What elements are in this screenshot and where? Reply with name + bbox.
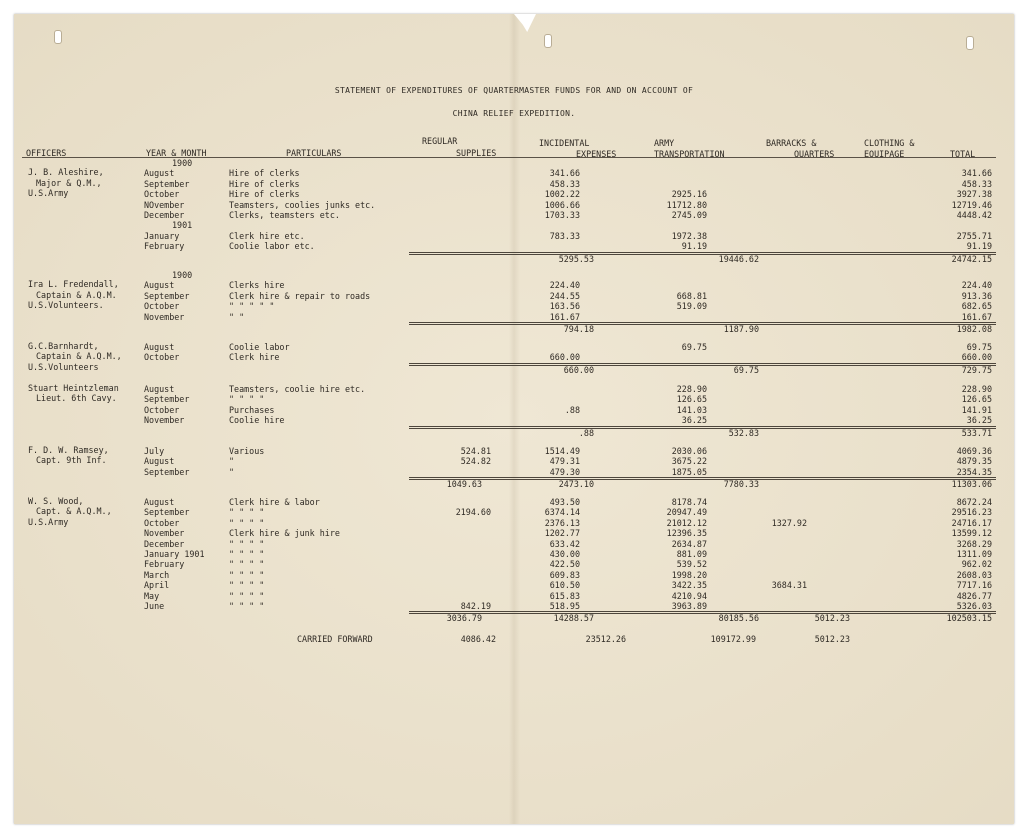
document-subtitle: CHINA RELIEF EXPEDITION. [452,109,576,118]
month-label: August [144,384,175,394]
army-transportation-value: 141.03 [676,404,707,415]
incidental-expenses-value: 422.50 [549,559,580,570]
army-transportation-value: 1972.38 [671,230,707,241]
subtotal-regular: 1049.63 [446,479,482,490]
particulars-text: " " " " [229,507,265,518]
row-total-value: 224.40 [961,280,992,291]
officer-name-line: Captain & A.Q.M. [36,289,117,300]
rule-line [22,157,996,158]
army-transportation-value: 8178.74 [671,497,707,507]
particulars-text: " " " " " [229,301,275,312]
incidental-expenses-value: 518.95 [549,601,580,611]
header-transportation: TRANSPORTATION [654,149,725,159]
subtotal-incidental: 660.00 [563,364,594,375]
row-total-value: 3268.29 [956,538,992,549]
incidental-expenses-value: 6374.14 [544,507,580,518]
month-label: September [144,290,190,301]
row-total-value: 126.65 [961,394,992,405]
incidental-expenses-value: 161.67 [549,311,580,322]
header-officers: OFFICERS [26,148,67,158]
particulars-text: Teamsters, coolie hire etc. [229,384,366,394]
header-quarters: QUARTERS [794,149,835,159]
month-label: September [144,507,190,518]
header-supplies: SUPPLIES [456,148,497,158]
subtotal-army: 80185.56 [718,613,759,624]
incidental-expenses-value: 224.40 [549,280,580,291]
incidental-expenses-value: 341.66 [549,168,580,179]
month-label: February [144,241,185,252]
row-total-value: 29516.23 [951,507,992,518]
header-expenses: EXPENSES [576,149,617,159]
incidental-expenses-value: 1002.22 [544,189,580,200]
punch-hole [544,34,552,48]
year-label: 1900 [172,158,193,168]
incidental-expenses-value: 1514.49 [544,446,580,456]
row-total-value: 12719.46 [951,199,992,210]
subtotal-army: 69.75 [733,364,759,375]
month-label: March [144,569,170,580]
row-total-value: 913.36 [961,290,992,301]
incidental-expenses-value: 609.83 [549,569,580,580]
row-total-value: 660.00 [961,352,992,363]
month-label: October [144,189,180,200]
month-label: October [144,517,180,528]
rule-line [409,363,996,366]
army-transportation-value: 12396.35 [666,528,707,539]
month-label: December [144,210,185,220]
particulars-text: Purchases [229,404,275,415]
header-equipage: EQUIPAGE [864,149,905,159]
month-label: October [144,301,180,312]
army-transportation-value: 21012.12 [666,517,707,528]
regular-supplies-value: 2194.60 [455,507,491,518]
subtotal-regular: 3036.79 [446,613,482,624]
subtotal-army: 7780.33 [723,479,759,490]
month-label: April [144,580,170,591]
month-label: September [144,466,190,477]
month-label: NOvember [144,199,185,210]
subtotal-incidental: 2473.10 [558,479,594,490]
year-label: 1900 [172,270,193,280]
army-transportation-value: 668.81 [676,290,707,301]
regular-supplies-value: 524.81 [460,446,491,456]
army-transportation-value: 1998.20 [671,569,707,580]
incidental-expenses-value: 479.30 [549,466,580,477]
particulars-text: " " " " [229,590,265,601]
incidental-expenses-value: 163.56 [549,301,580,312]
army-transportation-value: 2030.06 [671,446,707,456]
officer-name-line: Lieut. 6th Cavy. [36,393,117,404]
officer-name-line: Capt. & A.Q.M., [36,506,112,517]
header-particulars: PARTICULARS [286,148,342,158]
header-year-month: YEAR & MONTH [146,148,207,158]
row-total-value: 2755.71 [956,230,992,241]
row-total-value: 5326.03 [956,601,992,611]
particulars-text: Hire of clerks [229,189,300,200]
carried-forward-regular: 4086.42 [460,634,496,644]
row-total-value: 2608.03 [956,569,992,580]
row-total-value: 962.02 [961,559,992,570]
month-label: May [144,590,160,601]
row-total-value: 24716.17 [951,517,992,528]
incidental-expenses-value: 244.55 [549,290,580,301]
army-transportation-value: 20947.49 [666,507,707,518]
incidental-expenses-value: 458.33 [549,178,580,189]
rule-line [409,252,996,255]
army-transportation-value: 3963.89 [671,601,707,611]
row-total-value: 341.66 [961,168,992,179]
particulars-text: Clerks hire [229,280,285,291]
officer-name-line: Ira L. Fredendall, [28,279,119,290]
header-army: ARMY [654,138,675,148]
army-transportation-value: 126.65 [676,394,707,405]
month-label: January [144,230,180,241]
particulars-text: Clerk hire & junk hire [229,528,340,539]
particulars-text: Coolie labor etc. [229,241,315,252]
document-page [14,14,1014,824]
subtotal-total: 533.71 [961,427,992,438]
officer-name-line: U.S.Army [28,188,69,199]
row-total-value: 1311.09 [956,549,992,559]
rule-line [409,426,996,429]
particulars-text: Various [229,446,265,456]
particulars-text: " " " " [229,538,265,549]
header-incidental: INCIDENTAL [539,138,590,148]
army-transportation-value: 3675.22 [671,456,707,467]
month-label: February [144,559,185,570]
header-clothing: CLOTHING & [864,138,915,148]
regular-supplies-value: 842.19 [460,601,491,611]
subtotal-army: 19446.62 [718,253,759,264]
month-label: September [144,394,190,405]
row-total-value: 4826.77 [956,590,992,601]
particulars-text: " [229,456,235,467]
row-total-value: 91.19 [966,241,992,252]
carried-forward-incidental: 23512.26 [585,634,626,644]
incidental-expenses-value: 493.50 [549,497,580,507]
incidental-expenses-value: 1006.66 [544,199,580,210]
army-transportation-value: 3422.35 [671,580,707,591]
army-transportation-value: 69.75 [681,342,707,352]
particulars-text: " " " " [229,580,265,591]
incidental-expenses-value: 615.83 [549,590,580,601]
punch-hole [54,30,62,44]
officer-name-line: Capt. 9th Inf. [36,455,107,466]
incidental-expenses-value: 633.42 [549,538,580,549]
subtotal-total: 1982.08 [956,324,992,334]
particulars-text: Coolie labor [229,342,290,352]
army-transportation-value: 881.09 [676,549,707,559]
rule-line [409,611,996,614]
row-total-value: 161.67 [961,311,992,322]
particulars-text: Teamsters, coolies junks etc. [229,199,376,210]
officer-name-line: G.C.Barnhardt, [28,341,99,351]
particulars-text: Clerks, teamsters etc. [229,210,340,220]
officer-name-line: Captain & A.Q.M., [36,351,122,362]
regular-supplies-value: 524.82 [460,456,491,467]
incidental-expenses-value: 610.50 [549,580,580,591]
officer-name-line: Stuart Heintzleman [28,383,119,393]
paper-tear [514,14,536,32]
particulars-text: Coolie hire [229,415,285,426]
particulars-text: Clerk hire & labor [229,497,320,507]
army-transportation-value: 91.19 [681,241,707,252]
month-label: December [144,538,185,549]
army-transportation-value: 1875.05 [671,466,707,477]
document-title: STATEMENT OF EXPENDITURES OF QUARTERMASTER FUNDS FOR AND ON ACCOUNT OF [334,86,694,95]
row-total-value: 69.75 [966,342,992,352]
army-transportation-value: 228.90 [676,384,707,394]
particulars-text: " " [229,311,245,322]
subtotal-incidental: 794.18 [563,324,594,334]
month-label: October [144,404,180,415]
barracks-quarters-value: 1327.92 [771,517,807,528]
month-label: June [144,601,165,611]
row-total-value: 7717.16 [956,580,992,591]
subtotal-army: 532.83 [728,427,759,438]
subtotal-total: 24742.15 [951,253,992,264]
carried-forward-army: 109172.99 [710,634,756,644]
month-label: September [144,178,190,189]
row-total-value: 141.91 [961,404,992,415]
subtotal-incidental: 14288.57 [553,613,594,624]
row-total-value: 36.25 [966,415,992,426]
row-total-value: 2354.35 [956,466,992,477]
incidental-expenses-value: 1703.33 [544,210,580,220]
particulars-text: Clerk hire etc. [229,230,305,241]
army-transportation-value: 2745.09 [671,210,707,220]
month-label: November [144,528,185,539]
particulars-text: " " " " [229,394,265,405]
particulars-text: Hire of clerks [229,178,300,189]
header-barracks: BARRACKS & [766,138,817,148]
rule-line [409,322,996,325]
month-label: August [144,280,175,291]
particulars-text: " " " " [229,549,265,559]
row-total-value: 13599.12 [951,528,992,539]
month-label: August [144,342,175,352]
subtotal-barracks: 5012.23 [814,613,850,624]
row-total-value: 682.65 [961,301,992,312]
incidental-expenses-value: 430.00 [549,549,580,559]
rule-line [409,477,996,480]
month-label: November [144,415,185,426]
incidental-expenses-value: 783.33 [549,230,580,241]
month-label: November [144,311,185,322]
officer-name-line: F. D. W. Ramsey, [28,445,109,455]
punch-hole [966,36,974,50]
incidental-expenses-value: 1202.77 [544,528,580,539]
particulars-text: Hire of clerks [229,168,300,179]
particulars-text: " " " " [229,517,265,528]
month-label: August [144,497,175,507]
particulars-text: " " " " [229,559,265,570]
officer-name-line: U.S.Army [28,516,69,527]
army-transportation-value: 36.25 [681,415,707,426]
army-transportation-value: 539.52 [676,559,707,570]
row-total-value: 458.33 [961,178,992,189]
officer-name-line: Major & Q.M., [36,177,102,188]
month-label: October [144,352,180,363]
row-total-value: 4879.35 [956,456,992,467]
subtotal-total: 729.75 [961,364,992,375]
army-transportation-value: 2925.16 [671,189,707,200]
particulars-text: Clerk hire & repair to roads [229,290,371,301]
officer-name-line: W. S. Wood, [28,496,84,506]
header-total: TOTAL [950,149,976,159]
army-transportation-value: 519.09 [676,301,707,312]
carried-forward-barracks: 5012.23 [814,634,850,644]
month-label: January 1901 [144,549,205,559]
army-transportation-value: 2634.87 [671,538,707,549]
month-label: August [144,456,175,467]
subtotal-army: 1187.90 [723,324,759,334]
year-label: 1901 [172,220,193,231]
particulars-text: " [229,466,235,477]
incidental-expenses-value: .88 [564,404,580,415]
incidental-expenses-value: 660.00 [549,352,580,363]
officer-name-line: U.S.Volunteers. [28,300,104,311]
subtotal-incidental: 5295.53 [558,253,594,264]
particulars-text: Clerk hire [229,352,280,363]
incidental-expenses-value: 479.31 [549,456,580,467]
army-transportation-value: 4210.94 [671,590,707,601]
row-total-value: 8672.24 [956,497,992,507]
subtotal-total: 102503.15 [946,613,992,624]
officer-name-line: J. B. Aleshire, [28,167,104,178]
row-total-value: 228.90 [961,384,992,394]
subtotal-incidental: .88 [578,427,594,438]
particulars-text: " " " " [229,601,265,611]
row-total-value: 4069.36 [956,446,992,456]
officer-name-line: U.S.Volunteers [28,361,99,372]
barracks-quarters-value: 3684.31 [771,580,807,591]
month-label: August [144,168,175,179]
subtotal-total: 11303.06 [951,479,992,490]
row-total-value: 3927.38 [956,189,992,200]
month-label: July [144,446,165,456]
particulars-text: " " " " [229,569,265,580]
army-transportation-value: 11712.80 [666,199,707,210]
incidental-expenses-value: 2376.13 [544,517,580,528]
header-regular: REGULAR [422,136,458,146]
carried-forward-label: CARRIED FORWARD [297,634,373,644]
row-total-value: 4448.42 [956,210,992,220]
